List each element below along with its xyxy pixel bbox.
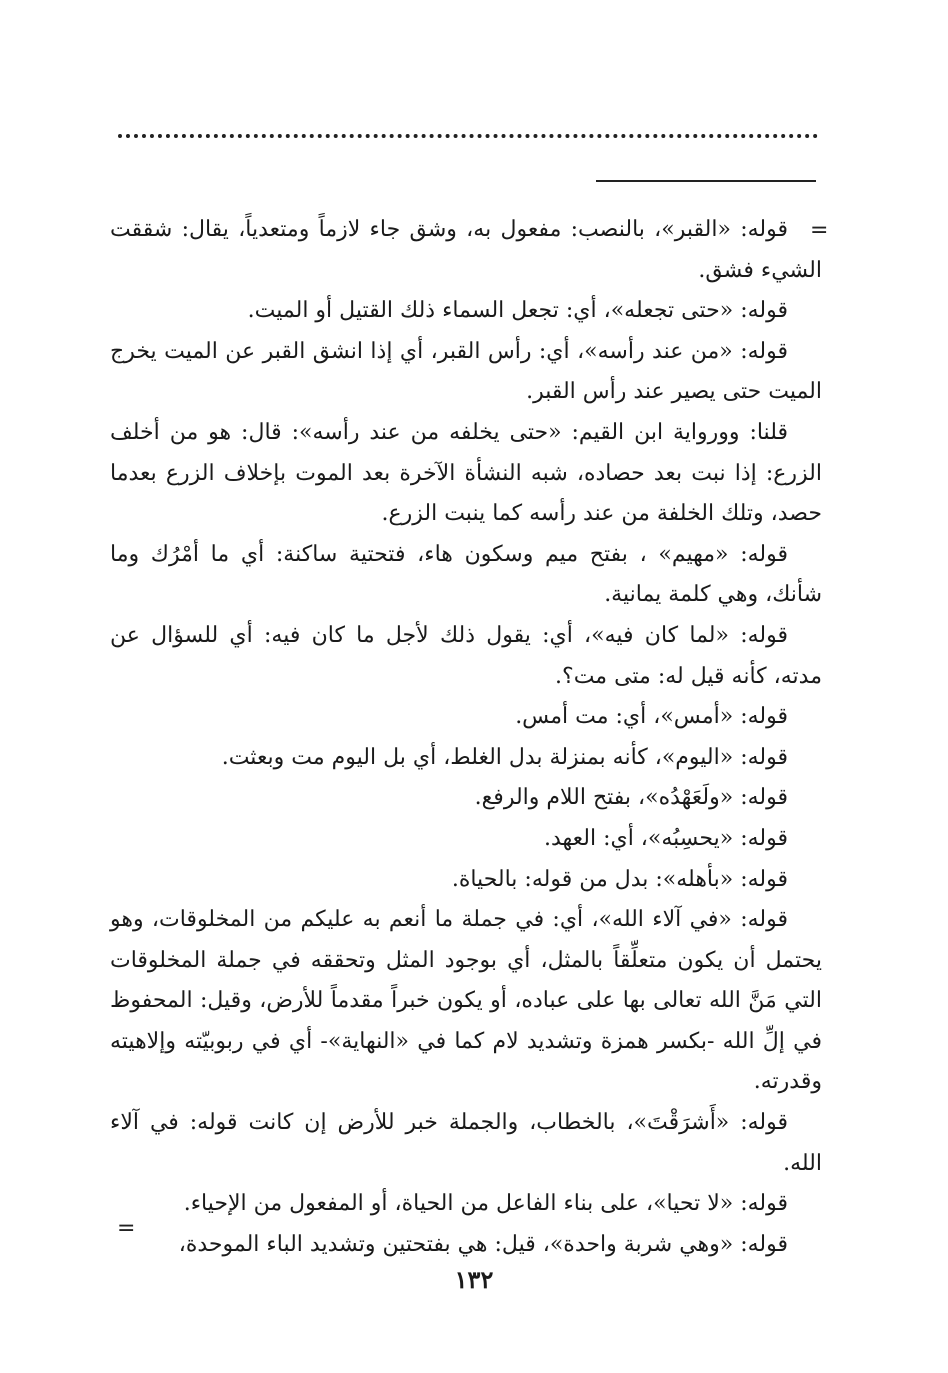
footnote-rule bbox=[596, 180, 816, 182]
paragraph: قوله: «اليوم»، كأنه بمنزلة بدل الغلط، أي بل اليوم مت وبعثت. bbox=[221, 744, 788, 770]
paragraph: قوله: «في آلاء الله»، أي: في جملة ما أنعم به عليكم من المخلوقات، وهو يحتمل أن يكون متعلِّقاً بالمثل، أي بوجود المثل وتحققه في جملة المخلوقات التي مَنَّ الله تعالى بها على عباده، أو يكون خبراً مقدماً للأرض، وقيل: المحفوظ في إلِّ الله -بكسر همزة وتشديد لام كما في «النهاية»- أي في ربوبيّته وإلاهيته وقدرته. bbox=[110, 907, 822, 1095]
footnote-body bbox=[110, 210, 822, 1265]
paragraph: قوله: «أَشرَقْتَ»، بالخطاب، والجملة خبر للأرض إن كانت قوله: في آلاء الله. bbox=[110, 1110, 822, 1176]
continuation-mark-end: = bbox=[117, 1216, 136, 1241]
page-number: ١٣٢ bbox=[454, 1265, 494, 1294]
paragraph: قوله: «لما كان فيه»، أي: يقول ذلك لأجل ما كان فيه: أي للسؤال عن مدته، كأنه قيل له: متى مت؟. bbox=[110, 622, 822, 689]
paragraph: قوله: «حتى تجعله»، أي: تجعل السماء ذلك القتيل أو الميت. bbox=[247, 298, 788, 324]
paragraph: قوله: «من عند رأسه»، أي: رأس القبر، أي إذا انشق القبر عن الميت يخرج الميت حتى يصير عند رأس القبر. bbox=[110, 338, 822, 405]
continuation-mark-start: = bbox=[810, 218, 829, 243]
paragraph: قلنا: وورواية ابن القيم: «حتى يخلفه من عند رأسه»: قال: هو من أخلف الزرع: إذا نبت بعد حصاده، شبه النشأة الآخرة بعد الموت بإخلاف الزرع بعدما حصد، وتلك الخلفة من عند رأسه كما ينبت الزرع. bbox=[110, 419, 822, 527]
paragraph: قوله: «القبر»، بالنصب: مفعول به، وشق جاء لازماً ومتعدياً، يقال: شققت الشيء فشق. bbox=[110, 217, 822, 283]
paragraph: قوله: «بأهله»: بدل من قوله: بالحياة. bbox=[451, 866, 788, 892]
paragraph: قوله: «أمس»، أي: مت أمس. bbox=[515, 704, 788, 730]
paragraph: قوله: «ولَعَهْدُه»، بفتح اللام والرفع. bbox=[474, 785, 788, 811]
dotted-separator bbox=[118, 134, 818, 154]
paragraph: قوله: «مهيم» ، بفتح ميم وسكون هاء، فتحتية ساكنة: أي ما أمْرُك وما شأنك، وهي كلمة يمانية. bbox=[110, 541, 822, 608]
paragraph: قوله: «يحسِبُه»، أي: العهد. bbox=[543, 825, 788, 851]
paragraph: قوله: «وهي شربة واحدة»، قيل: هي بفتحتين وتشديد الباء الموحدة، bbox=[178, 1231, 788, 1257]
paragraph: قوله: «لا تحيا»، على بناء الفاعل من الحياة، أو المفعول من الإحياء. bbox=[183, 1191, 788, 1217]
